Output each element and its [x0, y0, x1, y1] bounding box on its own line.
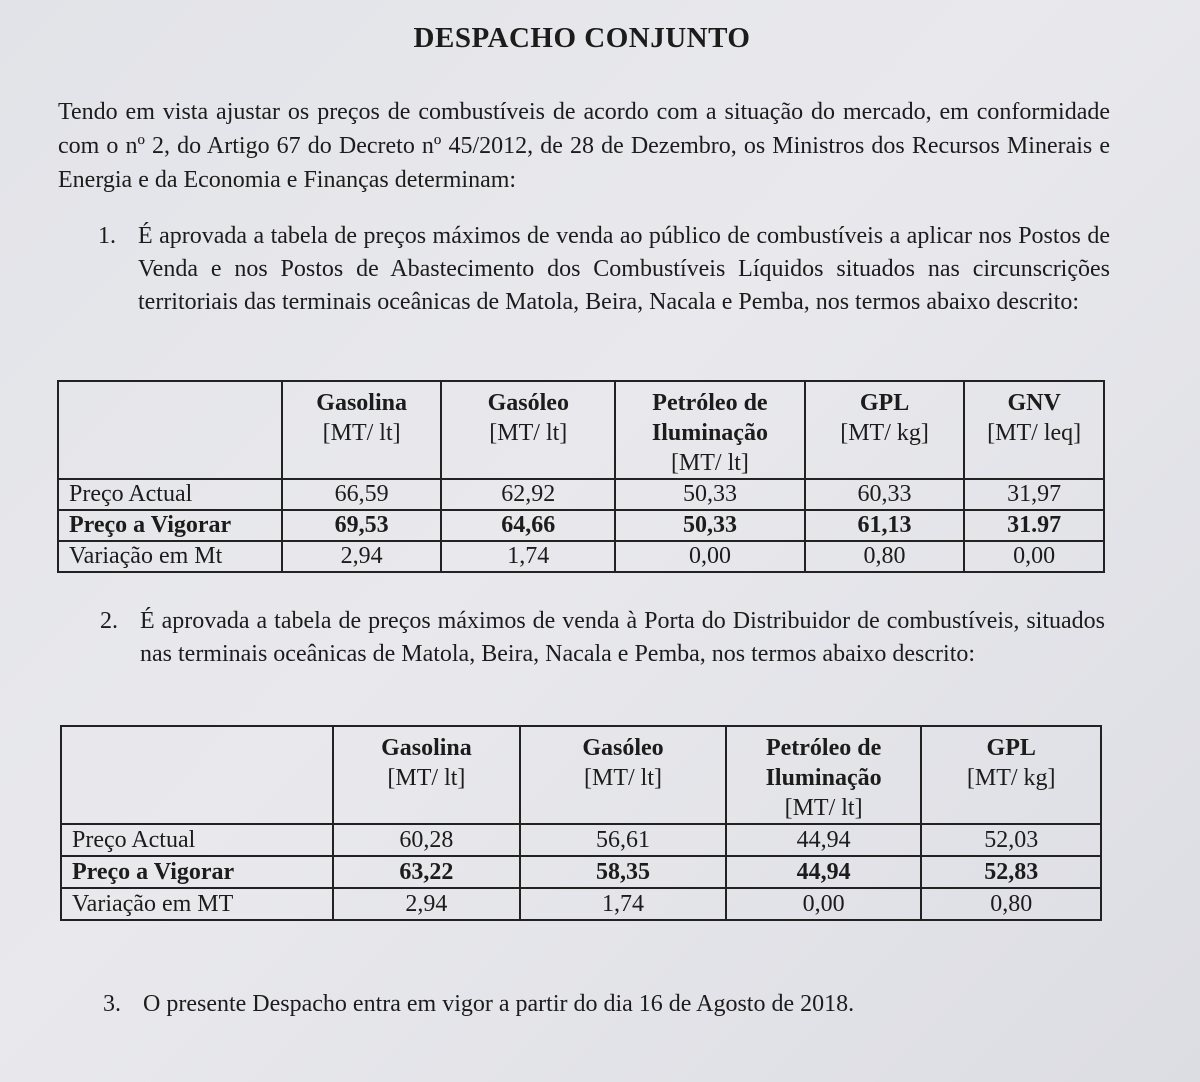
column-name: GPL: [859, 390, 910, 416]
table-cell: 0,80: [805, 541, 965, 572]
table-cell: 52,83: [921, 856, 1101, 888]
table-cell: 66,59: [282, 479, 442, 510]
header-corner-cell: [61, 726, 333, 824]
clause-3-number: 3.: [103, 991, 121, 1017]
table-row: [61, 856, 1101, 888]
table-cell: 62,92: [441, 479, 615, 510]
table-cell: 31,97: [964, 479, 1104, 510]
table-cell: 2,94: [333, 888, 521, 920]
table-cell: 44,94: [726, 856, 922, 888]
table-cell: 0,80: [921, 888, 1101, 920]
header-petroleo-iluminacao: [615, 381, 805, 479]
table-cell: 69,53: [282, 510, 442, 541]
column-name: GNV: [1007, 390, 1061, 416]
column-unit: [MT/ lt]: [670, 450, 749, 476]
table-row: [58, 510, 1104, 541]
table-cell: 50,33: [615, 479, 805, 510]
column-unit: [MT/ lt]: [489, 420, 568, 446]
header-gasoleo: [520, 726, 726, 824]
table-cell: 31.97: [964, 510, 1104, 541]
distributor-price-table: [60, 725, 1102, 921]
column-unit: [MT/ lt]: [583, 765, 662, 791]
retail-price-table: [57, 380, 1105, 573]
table-cell: 64,66: [441, 510, 615, 541]
clause-1-text: É aprovada a tabela de preços máximos de venda ao público de combustíveis a aplicar nos Postos de Venda e nos Postos de Abastecimento dos Combustíveis Líquidos situados nas circunscrições territoriais das terminais oceânicas de Matola, Beira, Nacala e Pemba, nos termos abaixo descrito:: [138, 223, 1110, 315]
row-label: Preço Actual: [61, 824, 333, 856]
table-cell: 0,00: [726, 888, 922, 920]
column-unit: [MT/ lt]: [387, 765, 466, 791]
clause-1-number: 1.: [98, 223, 116, 249]
table-cell: 50,33: [615, 510, 805, 541]
clause-2-text: É aprovada a tabela de preços máximos de venda à Porta do Distribuidor de combustíveis, situados nas terminais oceânicas de Matola, Beira, Nacala e Pemba, nos termos abaixo descrito:: [140, 608, 1105, 667]
table-cell: 52,03: [921, 824, 1101, 856]
table-header-row: [61, 726, 1101, 824]
table-cell: 60,33: [805, 479, 965, 510]
column-name: Gasóleo: [582, 735, 664, 761]
table-cell: 2,94: [282, 541, 442, 572]
header-gasolina: [282, 381, 442, 479]
column-unit: [MT/ kg]: [966, 765, 1056, 791]
row-label: Preço Actual: [58, 479, 282, 510]
column-name-line1: Petróleo de: [652, 390, 768, 416]
column-name: GPL: [986, 735, 1036, 761]
row-label: Variação em MT: [61, 888, 333, 920]
table-header-row: [58, 381, 1104, 479]
column-name-line2: Iluminação: [765, 765, 882, 791]
header-gpl: [921, 726, 1101, 824]
header-gnv: [964, 381, 1104, 479]
table-cell: 58,35: [520, 856, 726, 888]
table-cell: 63,22: [333, 856, 521, 888]
table-cell: 0,00: [615, 541, 805, 572]
table-row: [58, 541, 1104, 572]
column-name-line2: Iluminação: [651, 420, 768, 446]
header-petroleo-iluminacao: [726, 726, 922, 824]
column-unit: [MT/ lt]: [322, 420, 401, 446]
table-row: [61, 824, 1101, 856]
clause-3-text: O presente Despacho entra em vigor a partir do dia 16 de Agosto de 2018.: [143, 991, 855, 1017]
clause-3: [103, 988, 1003, 1021]
clause-1: [98, 220, 1110, 319]
table-cell: 56,61: [520, 824, 726, 856]
header-gasolina: [333, 726, 521, 824]
header-corner-cell: [58, 381, 282, 479]
row-label: Variação em Mt: [58, 541, 282, 572]
column-name: Gasolina: [381, 735, 472, 761]
column-unit: [MT/ leq]: [987, 420, 1082, 446]
column-name: Gasolina: [316, 390, 407, 416]
table-cell: 0,00: [964, 541, 1104, 572]
table-cell: 60,28: [333, 824, 521, 856]
table-cell: 61,13: [805, 510, 965, 541]
column-name: Gasóleo: [487, 390, 569, 416]
table-cell: 44,94: [726, 824, 922, 856]
table-cell: 1,74: [520, 888, 726, 920]
header-gpl: [805, 381, 965, 479]
document-title: DESPACHO CONJUNTO: [413, 22, 751, 54]
header-gasoleo: [441, 381, 615, 479]
table-cell: 1,74: [441, 541, 615, 572]
column-name-line1: Petróleo de: [765, 735, 882, 761]
column-unit: [MT/ lt]: [784, 795, 863, 821]
clause-2: [100, 605, 1105, 671]
row-label: Preço a Vigorar: [58, 510, 282, 541]
clause-2-number: 2.: [100, 608, 118, 634]
table-row: [61, 888, 1101, 920]
row-label: Preço a Vigorar: [61, 856, 333, 888]
intro-paragraph: Tendo em vista ajustar os preços de combustíveis de acordo com a situação do mercado, em conformidade com o nº 2, do Artigo 67 do Decreto nº 45/2012, de 28 de Dezembro, os Ministros dos Recursos Minerais e Energia e da Economia e Finanças determinam:: [58, 99, 1110, 193]
table-row: [58, 479, 1104, 510]
column-unit: [MT/ kg]: [840, 420, 929, 446]
